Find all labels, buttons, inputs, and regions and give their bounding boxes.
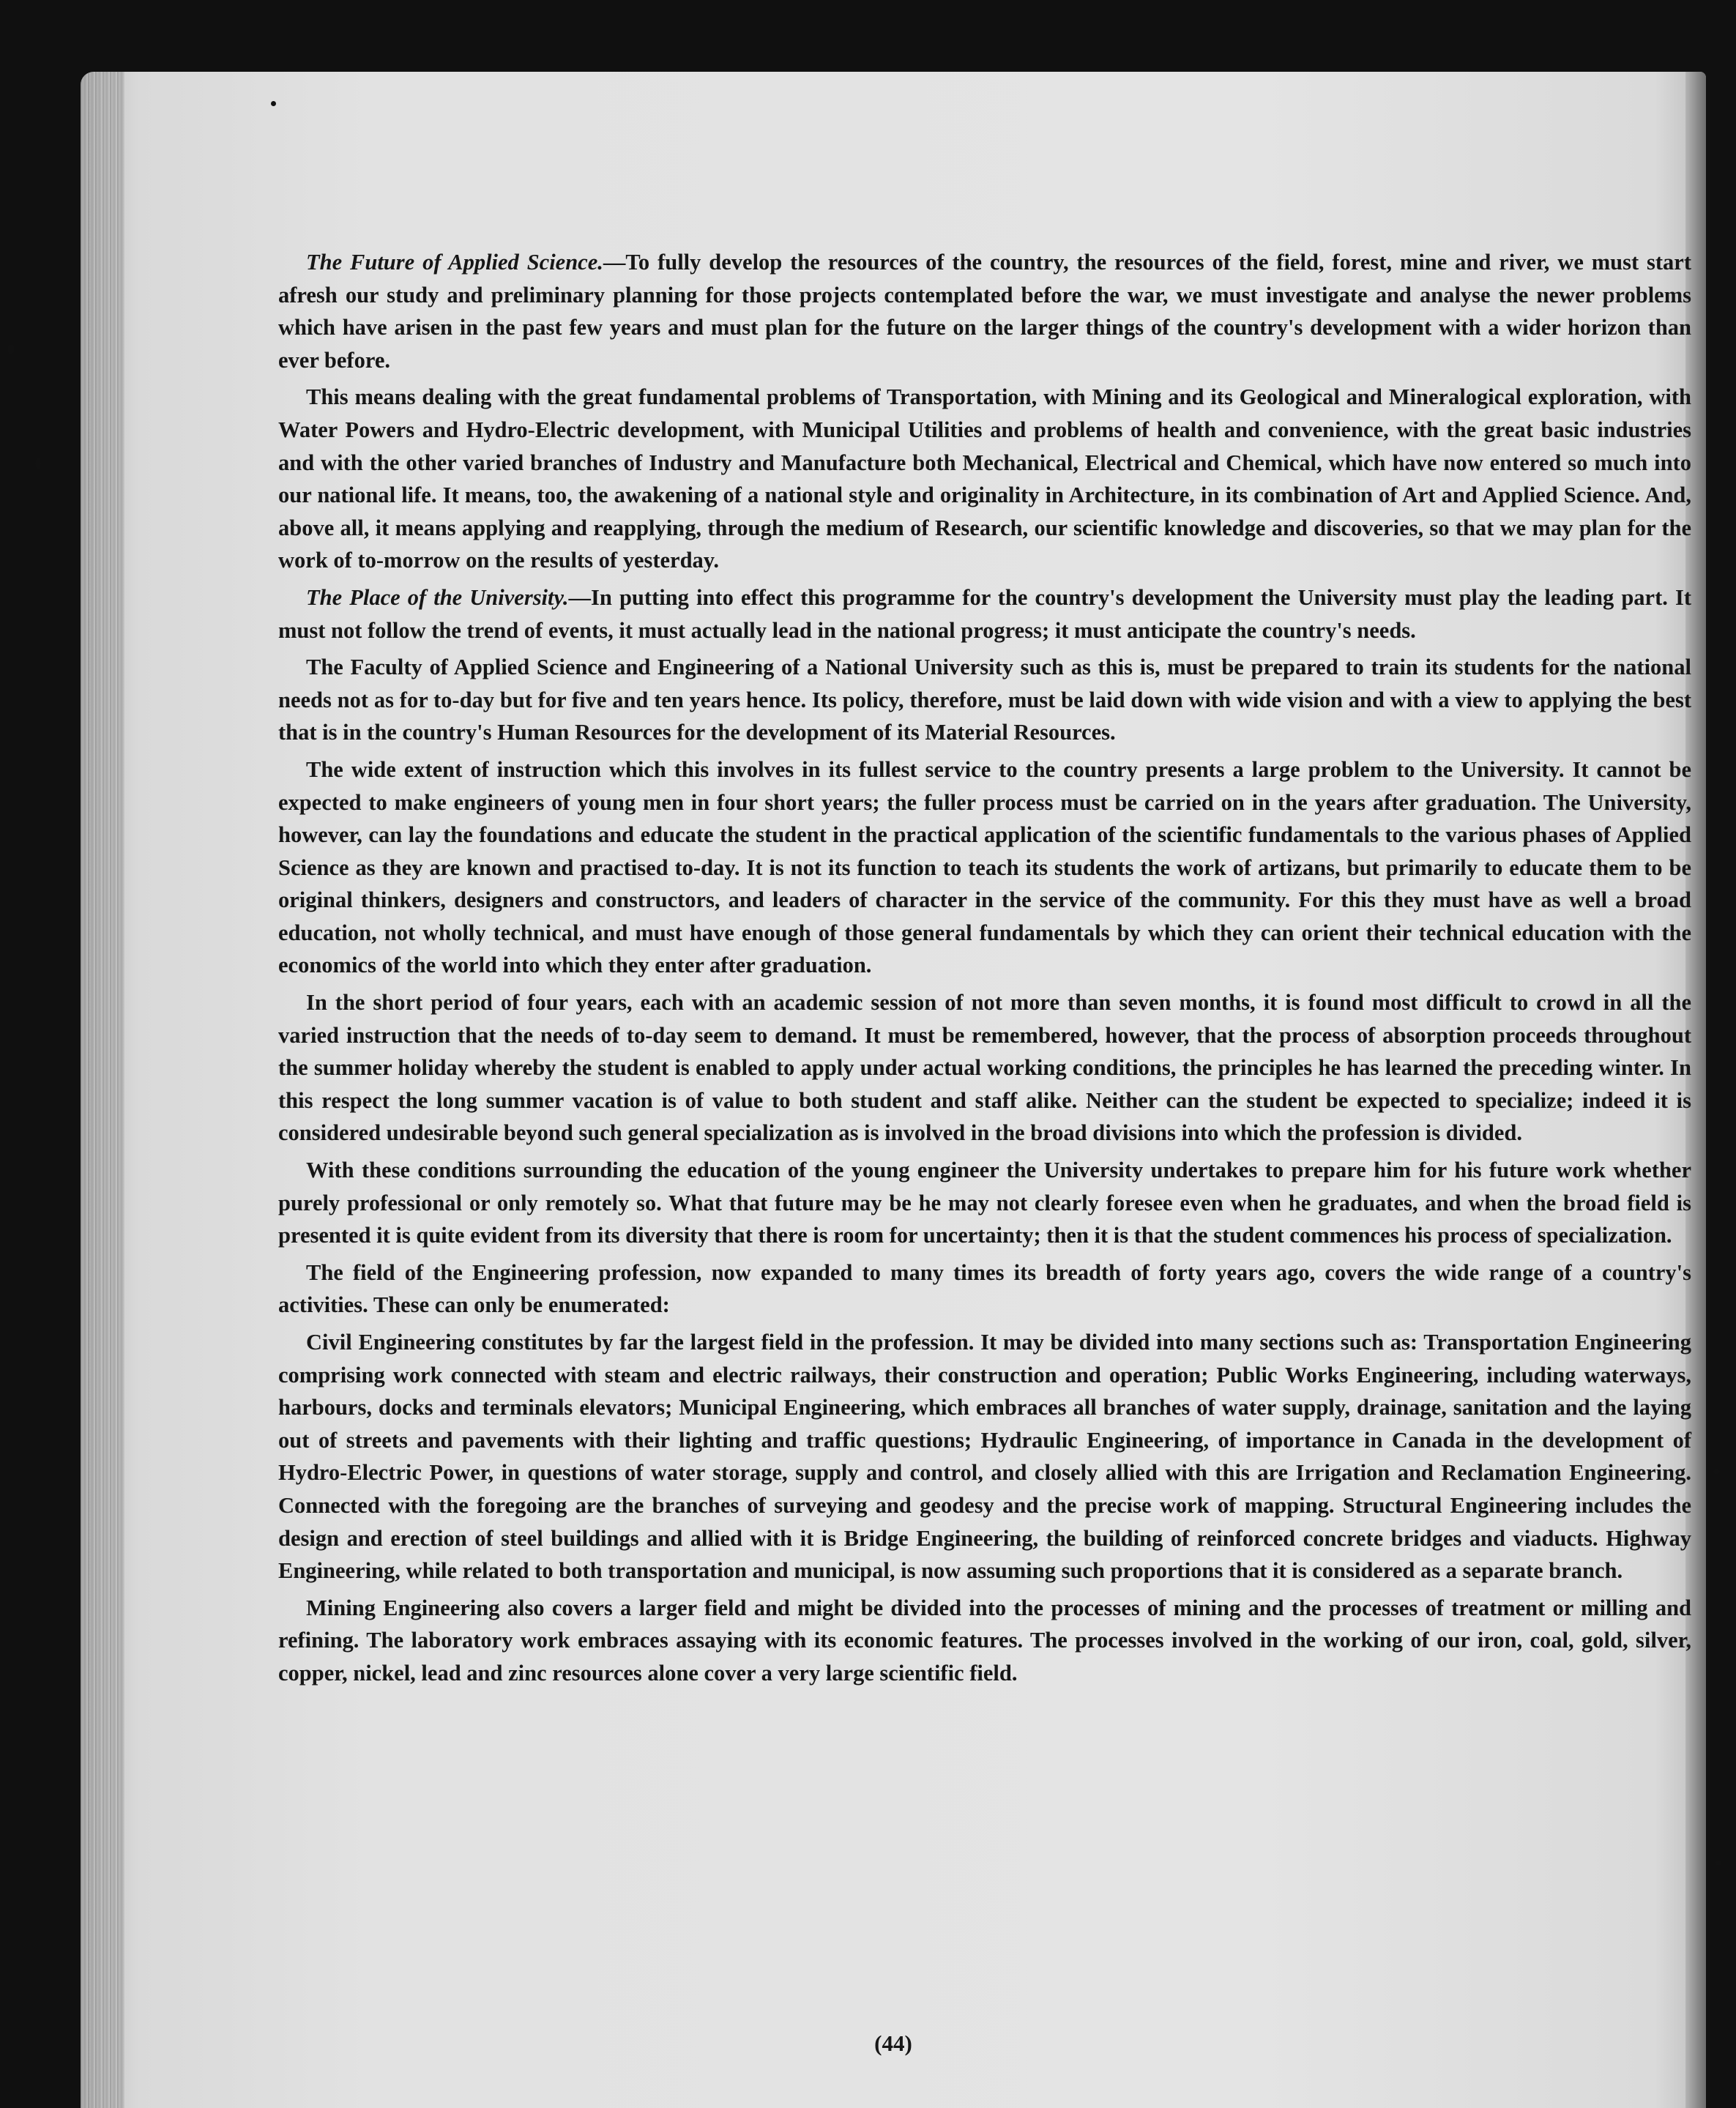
body-text: [278, 246, 1691, 1694]
paragraph-civil-engineering: [278, 1326, 1691, 1587]
paragraph-text: —To fully develop the resources of the country, the resources of the field, forest, mine and river, we must start afresh our study and preliminary planning for those projects contemplated before the war, we must investigate and analyse the newer problems which have arisen in the past few years and must plan for the future on the larger things of the country's development with a wider horizon than ever before.: [278, 250, 1692, 373]
paragraph-text: With these conditions surrounding the education of the young engineer the University undertakes to prepare him for his future work whether purely professional or only remotely so. What that future may be he may not clearly foresee even when he graduates, and when the broad field is presented it is quite evident from its diversity that there is room for uncertainty; then it is that the student commences his process of specialization.: [278, 1158, 1691, 1248]
paragraph-engineering-field: [278, 1256, 1691, 1322]
paragraph-text: The wide extent of instruction which this involves in its fullest service to the country presents a large problem to the University. It cannot be expected to make engineers of young men in four short years; the fuller process must be carried on in the years after graduation. The University, however, can lay the foundations and educate the student in the practical application of the scientific fundamentals to the various phases of Applied Science as they are known and practised to-day. It is not its function to teach its students the work of artizans, but primarily to educate them to be original thinkers, designers and constructors, and leaders of character in the service of the community. For this they must have as well a broad education, not wholly technical, and must have enough of those general fundamentals by which they can orient their technical education with the economics of the world into which they enter after graduation.: [278, 756, 1691, 978]
paragraph-text: The field of the Engineering profession, now expanded to many times its breadth of forty years ago, covers the wide range of a country's activities. These can only be enumerated:: [278, 1259, 1691, 1318]
page-number: (44): [874, 2030, 912, 2056]
paragraph-extent-of-instruction: [278, 753, 1691, 982]
paragraph-text: Mining Engineering also covers a larger field and might be divided into the processes of mining and the processes of treatment or milling and refining. The laboratory work embraces assaying with its economic features. The processes involved in the working of our iron, coal, gold, silver, copper, nickel, lead and zinc resources alone cover a very large scientific field.: [278, 1595, 1691, 1686]
scan-speck: [1713, 1468, 1720, 1475]
page-gutter: [81, 72, 124, 2108]
paragraph-text: Civil Engineering constitutes by far the largest field in the profession. It may be divided into many sections such as: Transportation Engineering comprising work connected with steam and electric railways, their construction and operation; Public Works Engineering, including waterways, harbours, docks and terminals elevators; Municipal Engineering, which embraces all branches of water supply, drainage, sanitation and the laying out of streets and pavements with their lighting and traffic questions; Hydraulic Engineering, of importance in Canada in the development of Hydro-Electric Power, in questions of water storage, supply and control, and closely allied with this are Irrigation and Reclamation Engineering. Connected with the foregoing are the branches of surveying and geodesy and the precise work of mapping. Structural Engineering includes the design and erection of steel buildings and allied with it is Bridge Engineering, the building of reinforced concrete bridges and viaducts. Highway Engineering, while related to both transportation and municipal, is now assuming such proportions that it is considered as a separate branch.: [278, 1330, 1691, 1584]
paragraph-text: The Faculty of Applied Science and Engineering of a National University such as this is, must be prepared to train its students for the national needs not as for to-day but for five and ten years hence. Its policy, therefore, must be laid down with wide vision and with a view to applying the best that is in the country's Human Resources for the development of its Material Resources.: [278, 655, 1691, 745]
scan-speck: [1715, 1860, 1721, 1866]
paragraph-future-applied-science: [278, 246, 1691, 376]
scan-speck: [271, 101, 276, 106]
paragraph-text: In the short period of four years, each with an academic session of not more than seven months, it is found most difficult to crowd in all the varied instruction that the needs of to-day seem to demand. It must be remembered, however, that the process of absorption proceeds throughout the summer holiday whereby the student is enabled to apply under actual working conditions, the principles he has learned the preceding winter. In this respect the long summer vacation is of value to both student and staff alike. Neither can the student be expected to specialize; indeed it is considered undesirable beyond such general specialization as is involved in the broad divisions into which the profession is divided.: [278, 990, 1691, 1146]
paragraph-text: —In putting into effect this programme for the country's development the University must play the leading part. It must not follow the trend of events, it must actually lead in the national progress; it must anticipate the country's needs.: [278, 584, 1691, 643]
paragraph-transportation-problems: [278, 381, 1691, 577]
section-heading-place-of-university: The Place of the University.: [306, 584, 569, 610]
book-page: [81, 72, 1706, 2108]
paragraph-conditions: [278, 1154, 1691, 1252]
scan-speck: [7, 344, 15, 354]
paragraph-mining-engineering: [278, 1592, 1691, 1690]
section-heading-future-applied-science: The Future of Applied Science.: [306, 250, 603, 275]
paragraph-place-of-university: [278, 581, 1691, 647]
paragraph-text: This means dealing with the great fundamental problems of Transportation, with Mining and its Geological and Mineralogical exploration, with Water Powers and Hydro-Electric development, with Municipal Utilities and problems of health and convenience, with the great basic industries and with the other varied branches of Industry and Manufacture both Mechanical, Electrical and Chemical, which have now entered so much into our national life. It means, too, the awakening of a national style and originality in Architecture, in its combination of Art and Applied Science. And, above all, it means applying and reapplying, through the medium of Research, our scientific knowledge and discoveries, so that we may plan for the work of to-morrow on the results of yesterday.: [278, 384, 1691, 573]
paragraph-four-years: [278, 986, 1691, 1150]
paragraph-faculty-policy: [278, 651, 1691, 749]
scan-speck: [35, 458, 41, 469]
